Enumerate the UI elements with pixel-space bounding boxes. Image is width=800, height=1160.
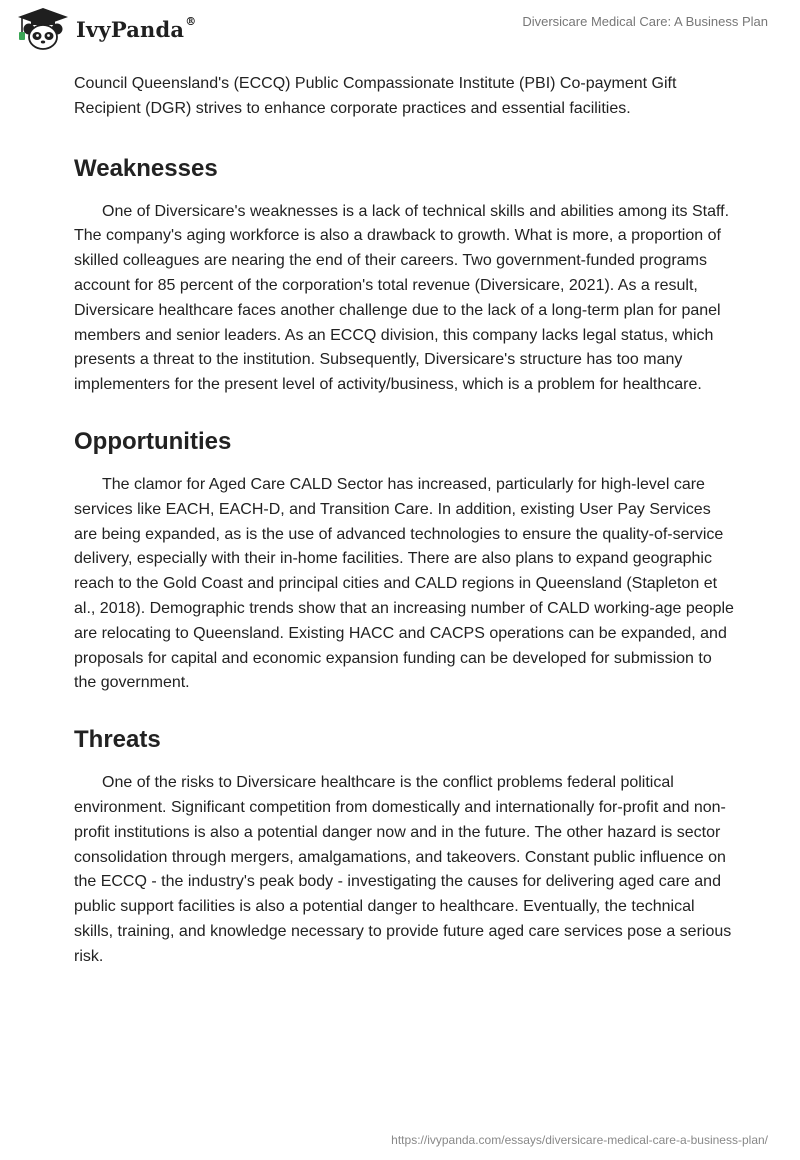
brand-logo[interactable] (16, 6, 196, 50)
section-paragraph: One of the risks to Diversicare healthcare is the conflict problems federal political environment. Significant competition from domestically and internationally for-profit and non-profit institutions is also a potential danger now and in the future. The other hazard is sector consolidation through mergers, amalgamations, and takeovers. Constant public influence on the ECCQ - the industry's peak body - investigating the causes for delivering aged care and public support facilities is also a potential danger to healthcare. Eventually, the technical skills, training, and knowledge necessary to provide future aged care services pose a serious risk. (74, 774, 732, 965)
section-heading: Weaknesses (74, 154, 218, 182)
source-url-link[interactable]: https://ivypanda.com/essays/diversicare-medical-care-a-business-plan/ (391, 1133, 768, 1147)
section-opportunities (74, 427, 734, 696)
section-heading: Opportunities (74, 427, 232, 455)
page-header (0, 0, 800, 64)
section-heading: Threats (74, 726, 161, 754)
panda-graduate-icon (16, 6, 70, 50)
section-threats (74, 725, 734, 969)
section-paragraph: The clamor for Aged Care CALD Sector has increased, particularly for high-level care services like EACH, EACH-D, and Transition Care. In addition, existing User Pay Services are being expanded, as is the use of advanced technologies to ensure the quality-of-service delivery, especially with their in-home facilities. There are also plans to expand geographic reach to the Gold Coast and principal cities and CALD regions in Queensland (Stapleton et al., 2018). Demographic trends show that an increasing number of CALD working-age people are relocating to Queensland. Existing HACC and CACPS operations can be expanded, and proposals for capital and economic expansion funding can be developed for submission to the government. (74, 475, 734, 692)
section-paragraph: One of Diversicare's weaknesses is a lack of technical skills and abilities among its Staff. The company's aging workforce is also a drawback to growth. What is more, a proportion of skilled colleagues are nearing the end of their careers. Two government-funded programs account for 85 percent of the corporation's total revenue (Diversicare, 2021). As a result, Diversicare healthcare faces another challenge due to the lack of a long-term plan for panel members and senior leaders. As an ECCQ division, this company lacks legal status, which presents a threat to the institution. Subsequently, Diversicare's structure has too many implementers for the present level of activity/business, which is a problem for healthcare. (74, 202, 730, 394)
intro-paragraph: Council Queensland's (ECCQ) Public Compassionate Institute (PBI) Co-payment Gift Recipient (DGR) strives to enhance corporate practices and essential facilities. (74, 75, 677, 117)
brand-name: IvyPanda® (76, 14, 197, 42)
essay-content (74, 72, 734, 999)
document-title: Diversicare Medical Care: A Business Plan (522, 14, 768, 29)
section-weaknesses (74, 154, 734, 398)
